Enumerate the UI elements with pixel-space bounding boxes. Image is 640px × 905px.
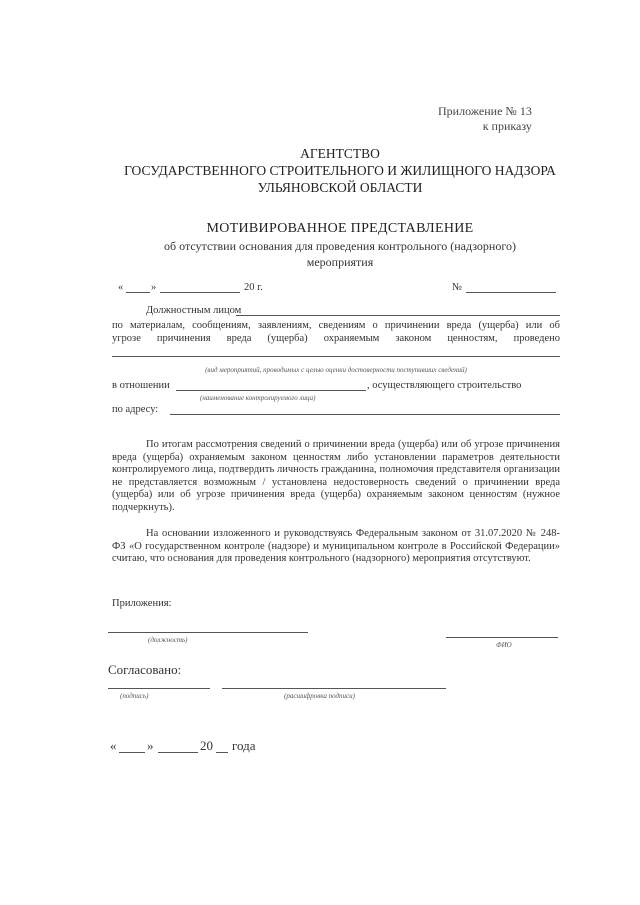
- agency-line2: ГОСУДАРСТВЕННОГО СТРОИТЕЛЬНОГО И ЖИЛИЩНОГО НАДЗОРА: [124, 163, 556, 178]
- address-label: по адресу:: [112, 404, 159, 415]
- entity-name-field[interactable]: [176, 390, 366, 391]
- appendix-line2: к приказу: [482, 119, 532, 133]
- agreed-label: Согласовано:: [108, 662, 182, 677]
- date-day-field[interactable]: [126, 292, 150, 293]
- agency-line1: АГЕНТСТВО: [300, 146, 380, 161]
- date-year-suffix: 20 г.: [244, 282, 263, 293]
- date-quote-close: »: [151, 282, 157, 293]
- caption-entity: (наименование контролируемого лица): [200, 394, 316, 402]
- document-title: МОТИВИРОВАННОЕ ПРЕДСТАВЛЕНИЕ: [206, 221, 474, 236]
- caption-position: (должность): [148, 636, 188, 644]
- date-month-field[interactable]: [160, 292, 240, 293]
- fio-field[interactable]: [446, 637, 558, 638]
- inspection-field[interactable]: [112, 356, 560, 357]
- agreed-decode-field[interactable]: [222, 688, 446, 689]
- document-subtitle-1: об отсутствии основания для проведения контрольного (надзорного): [164, 239, 516, 253]
- attachments-label: Приложения:: [112, 598, 172, 609]
- materials-line-2: угрозе причинения вреда (ущерба) охраняемым законом ценностям, проведено: [112, 333, 560, 344]
- caption-fio: ФИО: [496, 641, 512, 649]
- document-subtitle-2: мероприятия: [306, 255, 374, 269]
- official-name-field[interactable]: [236, 315, 560, 316]
- paragraph-findings-text: По итогам рассмотрения сведений о причинении вреда (ущерба) или об угрозе причинения вреда (ущерба) охраняемым законом ценностям либо установлении параметров деятельности контролируемого лица, подтвердить личность гражданина, полномочия представителя организации не представляется возможным / установлена недостоверность сведений о причинении вреда (ущерба) или об угрозе причинения вреда (ущерба) охраняемым законом ценностям (нужное подчеркнуть).: [112, 439, 560, 513]
- caption-decode: (расшифровка подписи): [284, 692, 355, 700]
- regarding-suffix: , осуществляющего строительство: [367, 380, 522, 391]
- agreed-sign-field[interactable]: [108, 688, 210, 689]
- paragraph-conclusion-text: На основании изложенного и руководствуясь Федеральным законом от 31.07.2020 № 248-ФЗ «О государственном контроле (надзоре) и муниципальном контроле в Российской Федерации» считаю, что основания для проведения контрольного (надзорного) мероприятия отсутствуют.: [112, 528, 560, 565]
- agency-line3: УЛЬЯНОВСКОЙ ОБЛАСТИ: [257, 180, 423, 195]
- bottom-date-quote-open: «: [110, 738, 117, 753]
- bottom-date-year: 20: [200, 738, 213, 753]
- appendix-line1: Приложение № 13: [438, 104, 532, 118]
- official-label: Должностным лицом: [146, 305, 242, 316]
- bottom-date-day-field[interactable]: [119, 752, 145, 753]
- materials-line-1: по материалам, сообщениям, заявлениям, сведениям о причинении вреда (ущерба) или об: [112, 320, 560, 331]
- paragraph-findings: [112, 439, 560, 515]
- bottom-date-quote-close: »: [147, 738, 154, 753]
- regarding-label: в отношении: [112, 380, 170, 391]
- paragraph-conclusion: [112, 528, 560, 566]
- number-field[interactable]: [466, 292, 556, 293]
- caption-inspection: (вид мероприятий, проводимых с целью оценки достоверности поступивших сведений): [205, 366, 467, 374]
- address-field[interactable]: [170, 414, 560, 415]
- appendix-block: [438, 104, 532, 134]
- position-field[interactable]: [108, 632, 308, 633]
- bottom-date-suffix: года: [232, 738, 256, 753]
- date-quote-open: «: [118, 282, 124, 293]
- bottom-date-month-field[interactable]: [158, 752, 198, 753]
- bottom-date-year-field[interactable]: [216, 752, 228, 753]
- caption-sign: (подпись): [120, 692, 149, 700]
- number-label: №: [452, 282, 463, 293]
